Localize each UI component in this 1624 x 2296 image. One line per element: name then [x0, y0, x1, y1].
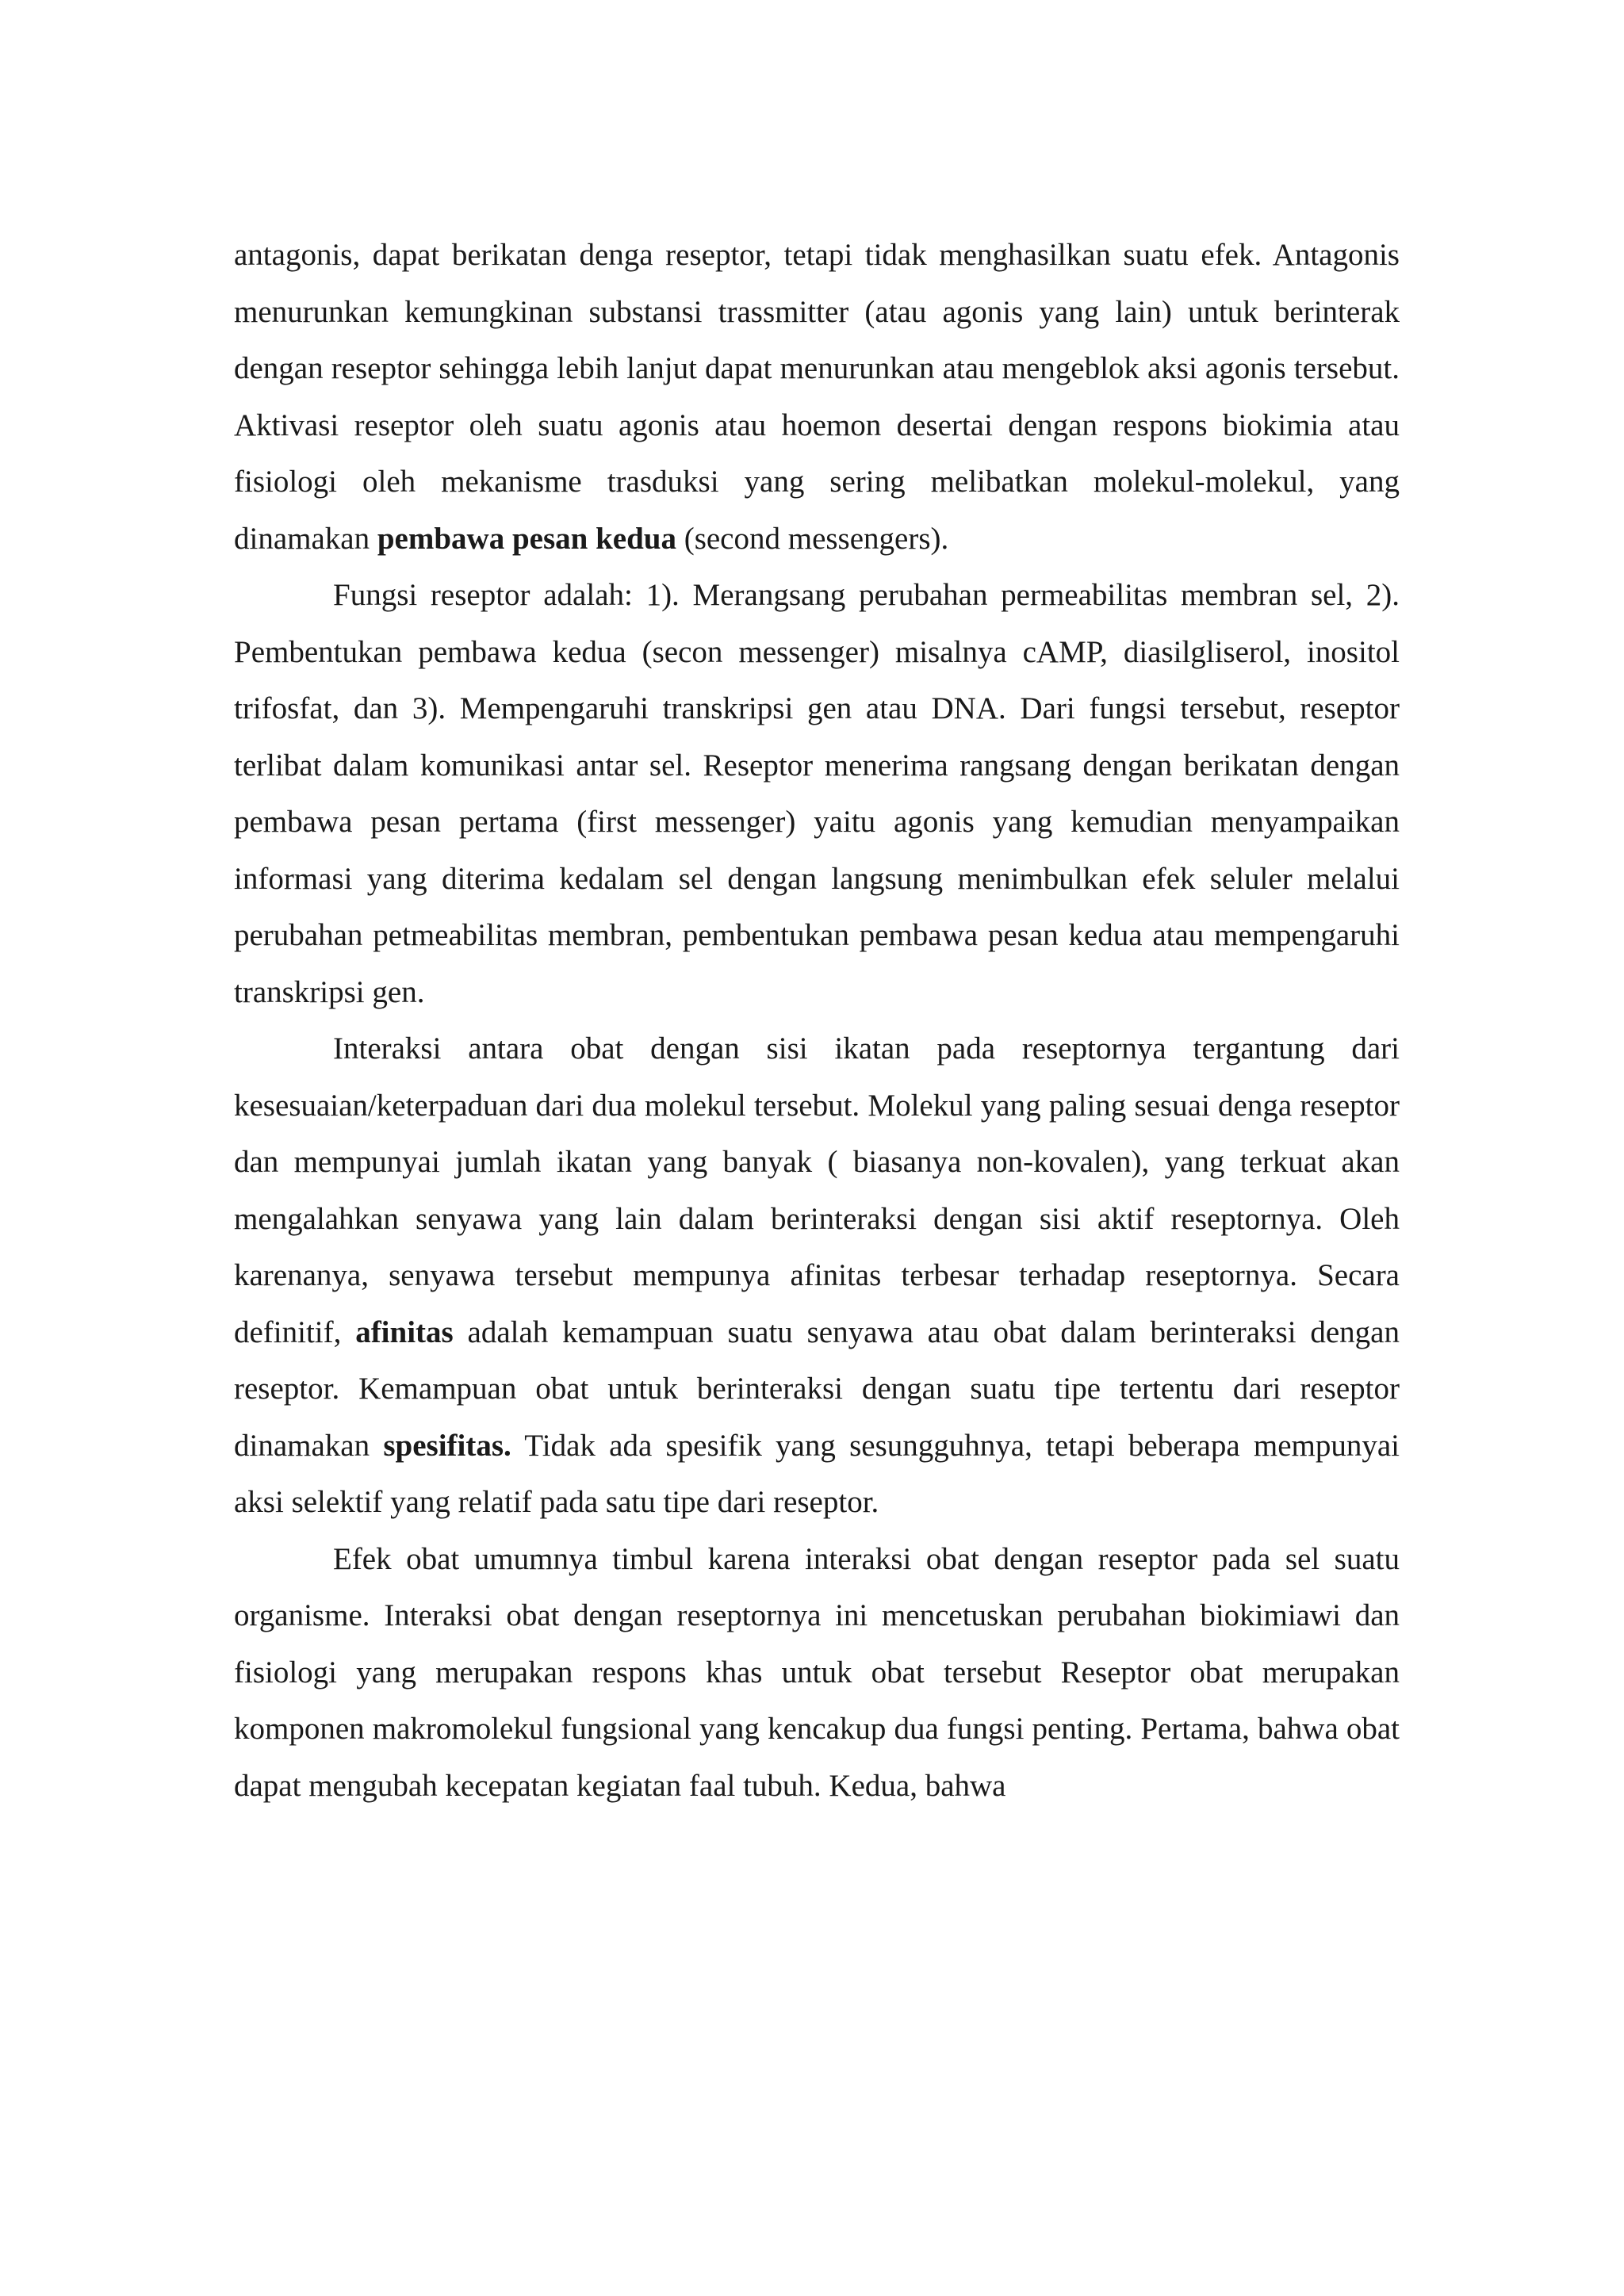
bold-term-pembawa-pesan-kedua: pembawa pesan kedua [377, 521, 676, 556]
text-run: antagonis, dapat berikatan denga reseptor, tetapi tidak menghasilkan suatu efek. Antagonis menurunkan kemungkinan substansi trassmitter (atau agonis yang lain) untuk berinterak dengan reseptor sehingga lebih lanjut dapat menurunkan atau mengeblok aksi agonis tersebut. Aktivasi reseptor oleh suatu agonis atau hoemon desertai dengan respons biokimia atau fisiologi oleh mekanisme trasduksi yang sering melibatkan molekul-molekul, yang dinamakan [234, 238, 1400, 556]
text-run: Fungsi reseptor adalah: 1). Merangsang perubahan permeabilitas membran sel, 2). Pembentukan pembawa kedua (secon messenger) misalnya cAMP, diasilgliserol, inositol trifosfat, dan 3). Mempengaruhi transkripsi gen atau DNA. Dari fungsi tersebut, reseptor terlibat dalam komunikasi antar sel. Reseptor menerima rangsang dengan berikatan dengan pembawa pesan pertama (first messenger) yaitu agonis yang kemudian menyampaikan informasi yang diterima kedalam sel dengan langsung menimbulkan efek seluler melalui perubahan petmeabilitas membran, pembentukan pembawa pesan kedua atau mempengaruhi transkripsi gen. [234, 578, 1400, 1009]
bold-term-afinitas: afinitas [355, 1314, 454, 1349]
text-run: Tidak ada spesifik yang sesungguhnya, tetapi beberapa mempunyai aksi selektif yang relatif pada satu tipe dari reseptor. [234, 1428, 1400, 1519]
paragraph-antagonis [234, 227, 1400, 567]
paragraph-efek-obat [234, 1531, 1400, 1815]
paragraph-fungsi-reseptor [234, 567, 1400, 1020]
text-run: (second messengers). [676, 521, 949, 556]
text-run: Efek obat umumnya timbul karena interaksi obat dengan reseptor pada sel suatu organisme. Interaksi obat dengan reseptornya ini mencetuskan perubahan biokimiawi dan fisiologi yang merupakan respons khas untuk obat tersebut Reseptor obat merupakan komponen makromolekul fungsional yang kencakup dua fungsi penting. Pertama, bahwa obat dapat mengubah kecepatan kegiatan faal tubuh. Kedua, bahwa [234, 1541, 1400, 1803]
text-run: Interaksi antara obat dengan sisi ikatan pada reseptornya tergantung dari kesesuaian/keterpaduan dari dua molekul tersebut. Molekul yang paling sesuai denga reseptor dan mempunyai jumlah ikatan yang banyak ( biasanya non-kovalen), yang terkuat akan mengalahkan senyawa yang lain dalam berinteraksi dengan sisi aktif reseptornya. Oleh karenanya, senyawa tersebut mempunya afinitas terbesar terhadap reseptornya. Secara definitif, [234, 1031, 1400, 1349]
paragraph-interaksi [234, 1020, 1400, 1531]
text-run: adalah kemampuan suatu senyawa atau obat dalam berinteraksi dengan reseptor. Kemampuan obat untuk berinteraksi dengan suatu tipe tertentu dari reseptor dinamakan [234, 1314, 1400, 1463]
body-text [234, 227, 1400, 1814]
bold-term-spesifitas: spesifitas. [383, 1428, 511, 1463]
